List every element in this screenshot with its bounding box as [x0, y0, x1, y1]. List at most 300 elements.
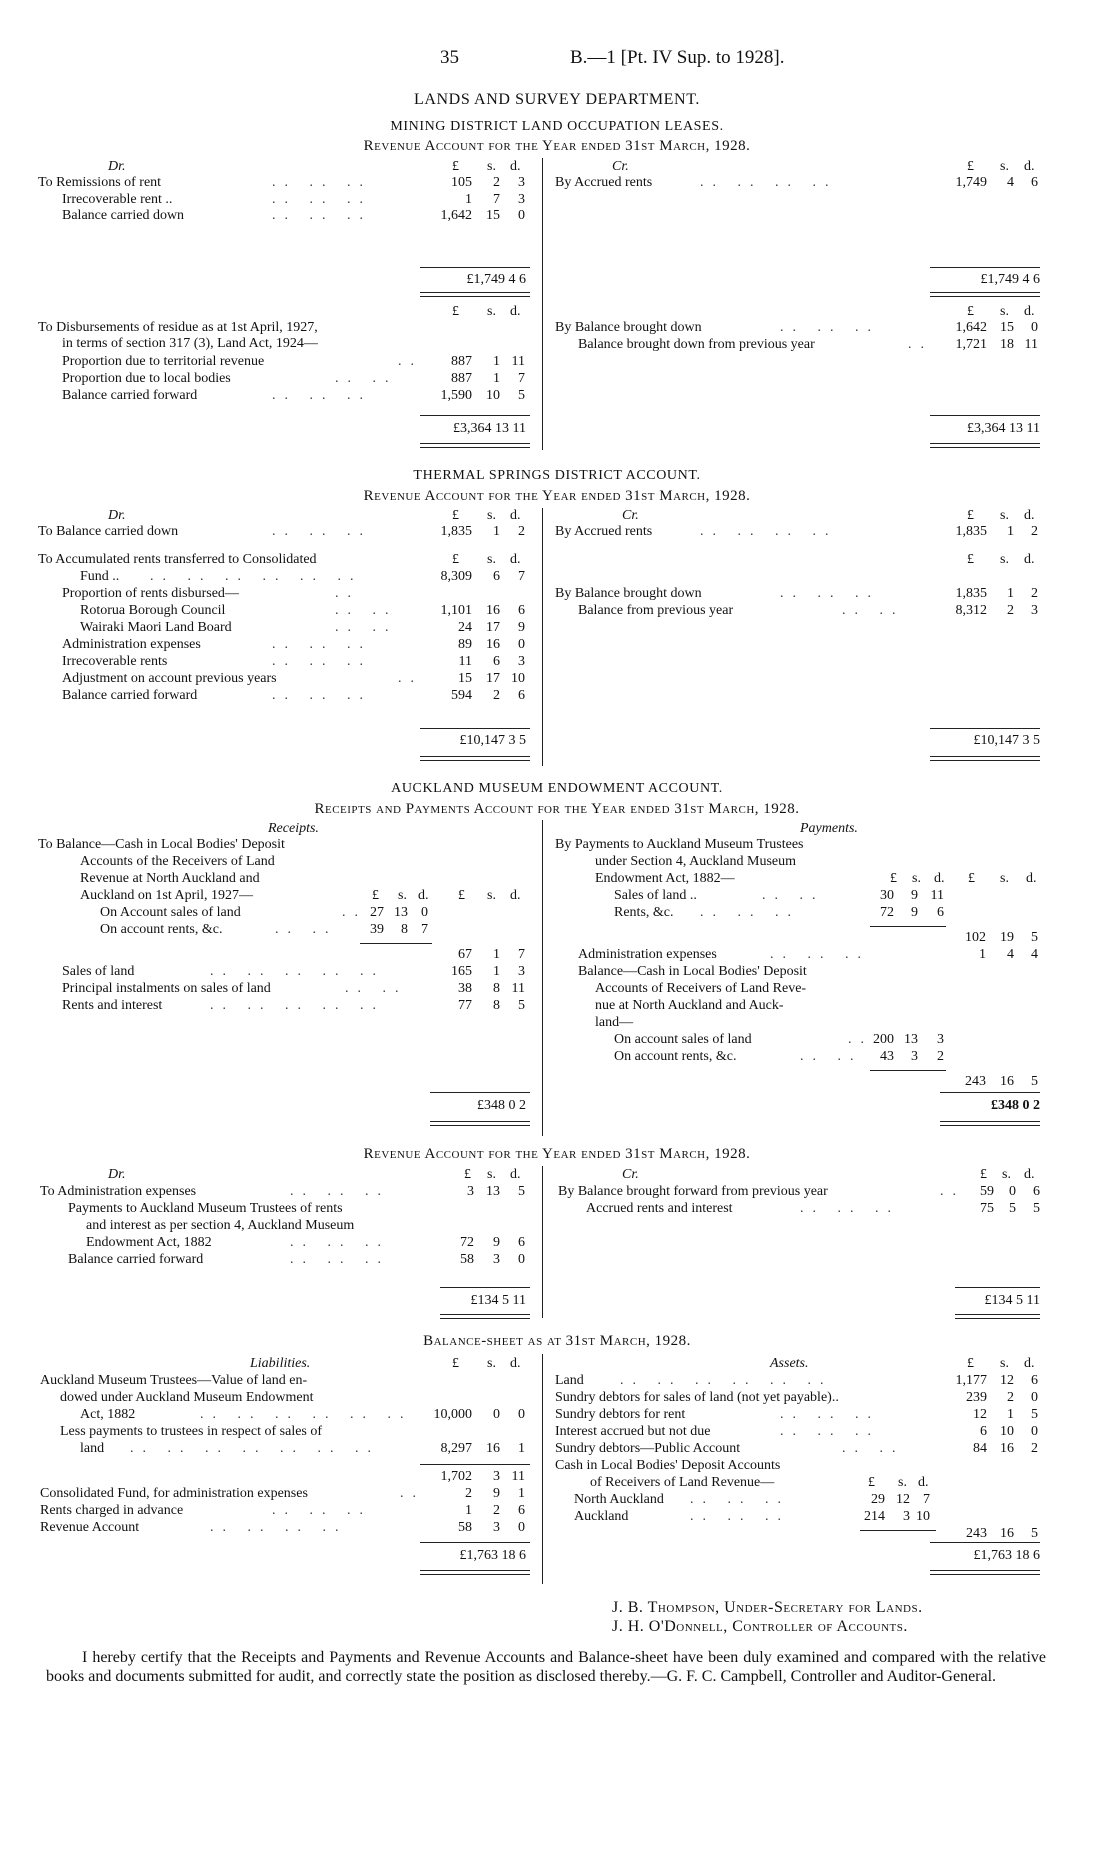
shillings-value: 15 [1000, 320, 1014, 335]
thermal-cr-col-d: d. [1024, 552, 1035, 567]
museum-rev-cr-label: Cr. [622, 1167, 639, 1182]
museum-revenue-subtitle: Revenue Account for the Year ended 31st March, 1928. [363, 1146, 751, 1162]
pence-value: 0 [1031, 320, 1038, 335]
museum-rev-cr-col-d: d. [1024, 1167, 1035, 1182]
shillings-value: 8 [401, 922, 408, 937]
pounds-value: 39 [370, 922, 384, 937]
subtotal-rule [930, 415, 1040, 416]
pounds-value: 243 [965, 1074, 986, 1089]
department-title: LANDS AND SURVEY DEPARTMENT. [414, 91, 700, 108]
pounds-value: 58 [460, 1252, 474, 1267]
thermal-dr-col-d: d. [510, 508, 521, 523]
payments-text: nue at North Auckland and Auck- [595, 998, 784, 1013]
signature-controller: J. H. O'Donnell, Controller of Accounts. [612, 1618, 908, 1635]
leader-dots: .. [848, 1032, 873, 1047]
pence-value: 7 [518, 569, 525, 584]
asset-text: Cash in Local Bodies' Deposit Accounts [555, 1458, 781, 1473]
shillings-value: 3 [493, 1469, 500, 1484]
pounds-value: 1 [465, 1503, 472, 1518]
leader-dots: .. .. .. .. [700, 524, 838, 539]
mining-cr-col-d: d. [1024, 159, 1035, 174]
shillings-value: 2 [1007, 603, 1014, 618]
leader-dots: .. .. .. [272, 654, 372, 669]
payments-col-l: £ [890, 871, 897, 886]
subtotal-rule [870, 926, 946, 927]
thermal-row-label: To Accumulated rents transferred to Consolidated [38, 552, 317, 567]
receipts-col-l2: £ [458, 888, 465, 903]
liabilities-total: £1,763 18 6 [459, 1548, 526, 1563]
thermal-cr-label: Cr. [622, 508, 639, 523]
pence-value: 3 [518, 654, 525, 669]
payments-total: £348 0 2 [991, 1098, 1040, 1113]
pence-value: 11 [511, 1469, 525, 1484]
payments-col-s2: s. [1000, 871, 1009, 886]
total-double-rule [430, 1121, 530, 1126]
pence-value: 0 [518, 208, 525, 223]
shillings-value: 4 [1007, 175, 1014, 190]
total-double-rule [930, 443, 1040, 448]
shillings-value: 1 [493, 964, 500, 979]
mining-cr-col-l: £ [967, 304, 974, 319]
shillings-value: 9 [493, 1235, 500, 1250]
liability-text: Less payments to trustees in respect of sales of [60, 1424, 323, 1439]
assets-heading: Assets. [770, 1356, 809, 1371]
shillings-value: 0 [1009, 1184, 1016, 1199]
pounds-value: 8,312 [955, 603, 987, 618]
liability-row-label: Rents charged in advance [40, 1503, 184, 1518]
pounds-value: 1 [979, 947, 986, 962]
shillings-value: 2 [493, 1503, 500, 1518]
pounds-value: 24 [458, 620, 472, 635]
pence-value: 11 [511, 354, 525, 369]
payments-col-d2: d. [1026, 871, 1037, 886]
liability-row-label: Act, 1882 [80, 1407, 136, 1422]
subtotal-rule [360, 943, 432, 944]
receipts-text: Accounts of the Receivers of Land [80, 854, 275, 869]
museum-rev-dr-col-s: s. [487, 1167, 496, 1182]
mining-row-label: Balance carried down [62, 208, 185, 223]
leader-dots: .. .. .. [780, 1424, 880, 1439]
shillings-value: 6 [493, 654, 500, 669]
thermal-cr-col-d: d. [1024, 508, 1035, 523]
receipts-row-label: On Account sales of land [100, 905, 241, 920]
receipts-row-label: On account rents, &c. [100, 922, 223, 937]
leader-dots: .. .. .. [800, 1201, 900, 1216]
receipts-total: £348 0 2 [477, 1098, 526, 1113]
liabilities-heading: Liabilities. [250, 1356, 311, 1371]
leader-dots: .. .. .. [272, 1503, 372, 1518]
liabilities-col-l: £ [452, 1356, 459, 1371]
shillings-value: 7 [493, 192, 500, 207]
leader-dots: .. .. .. [290, 1184, 390, 1199]
leader-dots: .. .. .. [290, 1252, 390, 1267]
receipts-row-label: Principal instalments on sales of land [62, 981, 271, 996]
leader-dots: .. .. .. [272, 637, 372, 652]
pence-value: 3 [1031, 603, 1038, 618]
pounds-value: 243 [966, 1526, 987, 1541]
museum-rev-row-label: Endowment Act, 1882 [86, 1235, 212, 1250]
museum-rev-cr-row-label: Accrued rents and interest [586, 1201, 733, 1216]
asset-row-label: North Auckland [574, 1492, 664, 1507]
thermal-title: THERMAL SPRINGS DISTRICT ACCOUNT. [413, 468, 701, 483]
receipts-col-s: s. [398, 888, 407, 903]
audit-certificate: I hereby certify that the Receipts and Payments and Revenue Accounts and Balance-sheet have been duly examined and compared with the relative books and documents submitted for audit, and correctly state the position as disclosed thereby.—G. F. C. Campbell, Controller and Auditor-General. [46, 1649, 1046, 1685]
pence-value: 10 [511, 671, 525, 686]
thermal-row-label: Proportion of rents disbursed— [62, 586, 239, 601]
pounds-value: 214 [864, 1509, 885, 1524]
pounds-value: 10,000 [433, 1407, 472, 1422]
pounds-value: 1,101 [440, 603, 472, 618]
signature-under-secretary: J. B. Thompson, Under-Secretary for Lands. [612, 1599, 923, 1616]
mining-row-label: Proportion due to local bodies [62, 371, 231, 386]
mining-dr-col-s: s. [487, 304, 496, 319]
mining-cr-col-s: s. [1000, 304, 1009, 319]
pence-value: 6 [1031, 1373, 1038, 1388]
payments-text: Balance—Cash in Local Bodies' Deposit [578, 964, 807, 979]
payments-row-label: On account sales of land [614, 1032, 752, 1047]
receipts-col-s2: s. [487, 888, 496, 903]
leader-dots: .. .. [842, 1441, 905, 1456]
pounds-value: 59 [980, 1184, 994, 1199]
leader-dots: .. .. .. .. .. .. [200, 1407, 413, 1422]
shillings-value: 5 [1009, 1201, 1016, 1216]
pounds-value: 6 [980, 1424, 987, 1439]
leader-dots: .. .. .. [780, 320, 880, 335]
pounds-value: 15 [458, 671, 472, 686]
payments-text: Endowment Act, 1882— [595, 871, 735, 886]
liability-text: dowed under Auckland Museum Endowment [60, 1390, 314, 1405]
thermal-cr-total: £10,147 3 5 [973, 733, 1040, 748]
shillings-value: 10 [1000, 1424, 1014, 1439]
liabilities-col-d: d. [510, 1356, 521, 1371]
subtotal-rule [420, 1542, 530, 1543]
pence-value: 3 [518, 175, 525, 190]
mining-cr-row-label: By Accrued rents [555, 175, 653, 190]
pence-value: 3 [518, 192, 525, 207]
shillings-value: 9 [911, 905, 918, 920]
pence-value: 5 [518, 388, 525, 403]
thermal-dr-label: Dr. [108, 508, 126, 523]
pence-value: 7 [518, 371, 525, 386]
mining-row-label: Balance carried forward [62, 388, 198, 403]
museum-divider [542, 820, 543, 1136]
asset-row-label: Sundry debtors for sales of land (not yet payable).. [555, 1390, 839, 1405]
pounds-value: 58 [458, 1520, 472, 1535]
shillings-value: 16 [486, 603, 500, 618]
pence-value: 7 [518, 947, 525, 962]
pounds-value: 1,721 [955, 337, 987, 352]
thermal-dr-col-l: £ [452, 508, 459, 523]
shillings-value: 10 [486, 388, 500, 403]
asset-text: of Receivers of Land Revenue— [590, 1475, 775, 1490]
leader-dots: .. .. .. .. .. .. [620, 1373, 833, 1388]
pounds-value: 200 [873, 1032, 894, 1047]
shillings-value: 12 [1000, 1373, 1014, 1388]
thermal-dr-col-l: £ [452, 552, 459, 567]
shillings-value: 3 [493, 1520, 500, 1535]
asset-row-label: Auckland [574, 1509, 629, 1524]
leader-dots: .. .. .. .. .. .. .. [130, 1441, 380, 1456]
mining-cr-row-label: By Balance brought down [555, 320, 702, 335]
shillings-value: 2 [493, 175, 500, 190]
thermal-cr-row-label: Balance from previous year [578, 603, 734, 618]
thermal-cr-col-s: s. [1000, 552, 1009, 567]
pence-value: 0 [1031, 1424, 1038, 1439]
shillings-value: 3 [911, 1049, 918, 1064]
pence-value: 11 [1024, 337, 1038, 352]
liability-text: Auckland Museum Trustees—Value of land en- [40, 1373, 308, 1388]
payments-text: land— [595, 1015, 634, 1030]
museum-rev-cr-col-l: £ [980, 1167, 987, 1182]
pence-value: 6 [1033, 1184, 1040, 1199]
mining-dr-col-s: s. [487, 159, 496, 174]
asset-row-label: Land [555, 1373, 584, 1388]
leader-dots: .. [908, 337, 933, 352]
shillings-value: 0 [493, 1407, 500, 1422]
pounds-value: 1 [465, 192, 472, 207]
pounds-value: 1,642 [955, 320, 987, 335]
thermal-row-label: To Balance carried down [38, 524, 179, 539]
document-reference: B.—1 [Pt. IV Sup. to 1928]. [570, 47, 785, 68]
thermal-subtitle: Revenue Account for the Year ended 31st March, 1928. [363, 488, 751, 504]
total-double-rule [420, 443, 530, 448]
receipts-col-d: d. [418, 888, 429, 903]
mining-row-label: To Remissions of rent [38, 175, 162, 190]
thermal-dr-col-s: s. [487, 552, 496, 567]
museum-rev-row-label: Balance carried forward [68, 1252, 204, 1267]
pence-value: 7 [923, 1492, 930, 1507]
pence-value: 10 [916, 1509, 930, 1524]
thermal-cr-col-s: s. [1000, 508, 1009, 523]
total-double-rule [440, 1314, 530, 1319]
pounds-value: 1,749 [955, 175, 987, 190]
total-double-rule [420, 1570, 530, 1575]
leader-dots: .. .. .. [690, 1492, 790, 1507]
pounds-value: 43 [880, 1049, 894, 1064]
pounds-value: 38 [458, 981, 472, 996]
thermal-row-label: Irrecoverable rents [62, 654, 168, 669]
shillings-value: 2 [493, 688, 500, 703]
subtotal-rule [940, 1092, 1040, 1093]
subtotal-rule [420, 415, 530, 416]
shillings-value: 3 [493, 1252, 500, 1267]
pounds-value: 8,297 [440, 1441, 472, 1456]
balance-sheet-title: Balance-sheet as at 31st March, 1928. [423, 1333, 691, 1349]
shillings-value: 15 [486, 208, 500, 223]
pence-value: 5 [1033, 1201, 1040, 1216]
pounds-value: 102 [965, 930, 986, 945]
payments-row-label: Rents, &c. [614, 905, 674, 920]
museum-rev-cr-col-s: s. [1002, 1167, 1011, 1182]
pounds-value: 72 [880, 905, 894, 920]
pounds-value: 2 [465, 1486, 472, 1501]
leader-dots: .. [940, 1184, 965, 1199]
museum-revenue-divider [542, 1166, 543, 1318]
museum-title: AUCKLAND MUSEUM ENDOWMENT ACCOUNT. [391, 781, 723, 796]
liabilities-col-s: s. [487, 1356, 496, 1371]
leader-dots: .. .. .. [272, 524, 372, 539]
pence-value: 3 [518, 964, 525, 979]
leader-dots: .. .. .. [700, 905, 800, 920]
total-double-rule [930, 1570, 1040, 1575]
total-double-rule [930, 756, 1040, 761]
shillings-value: 13 [486, 1184, 500, 1199]
thermal-row-label: Rotorua Borough Council [80, 603, 226, 618]
museum-rev-dr-col-d: d. [510, 1167, 521, 1182]
pence-value: 6 [937, 905, 944, 920]
shillings-value: 1 [1007, 586, 1014, 601]
assets-sub-col-l: £ [868, 1475, 875, 1490]
payments-row-label: Administration expenses [578, 947, 717, 962]
pence-value: 2 [1031, 1441, 1038, 1456]
mining-dr-col-d: d. [510, 304, 521, 319]
pence-value: 5 [1031, 1526, 1038, 1541]
payments-text: under Section 4, Auckland Museum [595, 854, 797, 869]
shillings-value: 1 [493, 947, 500, 962]
leader-dots: .. .. .. [780, 1407, 880, 1422]
pounds-value: 89 [458, 637, 472, 652]
leader-dots: .. .. .. [690, 1509, 790, 1524]
pounds-value: 75 [980, 1201, 994, 1216]
leader-dots: .. .. .. .. [700, 175, 838, 190]
pence-value: 6 [518, 1503, 525, 1518]
pounds-value: 67 [458, 947, 472, 962]
mining-row-label: Proportion due to territorial revenue [62, 354, 265, 369]
assets-sub-col-d: d. [918, 1475, 929, 1490]
assets-sub-col-s: s. [898, 1475, 907, 1490]
shillings-value: 8 [493, 981, 500, 996]
pounds-value: 3 [467, 1184, 474, 1199]
pence-value: 5 [518, 998, 525, 1013]
thermal-row-label: Wairaki Maori Land Board [80, 620, 232, 635]
leader-dots: .. .. .. [272, 175, 372, 190]
leader-dots: .. [398, 671, 423, 686]
subtotal-rule [860, 1530, 936, 1531]
pence-value: 0 [518, 1252, 525, 1267]
leader-dots: .. .. [335, 620, 398, 635]
shillings-value: 16 [1000, 1441, 1014, 1456]
museum-rev-cr-total: £134 5 11 [984, 1293, 1040, 1308]
pounds-value: 887 [451, 371, 472, 386]
pence-value: 0 [518, 1407, 525, 1422]
balance-divider [542, 1354, 543, 1584]
pounds-value: 165 [451, 964, 472, 979]
pence-value: 6 [518, 603, 525, 618]
pence-value: 6 [1031, 175, 1038, 190]
assets-col-l: £ [967, 1356, 974, 1371]
shillings-value: 12 [896, 1492, 910, 1507]
museum-rev-row-label: To Administration expenses [40, 1184, 197, 1199]
pence-value: 1 [518, 1441, 525, 1456]
shillings-value: 16 [486, 637, 500, 652]
subtotal-rule [440, 1287, 530, 1288]
pounds-value: 84 [973, 1441, 987, 1456]
mining-cr-total: £1,749 4 6 [980, 272, 1040, 287]
shillings-value: 9 [911, 888, 918, 903]
leader-dots: .. .. .. .. .. [210, 964, 385, 979]
pounds-value: 1,177 [955, 1373, 987, 1388]
mining-dr-col-l: £ [452, 159, 459, 174]
shillings-value: 4 [1007, 947, 1014, 962]
pence-value: 2 [937, 1049, 944, 1064]
pounds-value: 12 [973, 1407, 987, 1422]
total-double-rule [930, 292, 1040, 297]
pounds-value: 29 [871, 1492, 885, 1507]
museum-rev-dr-total: £134 5 11 [470, 1293, 526, 1308]
thermal-cr-col-l: £ [967, 552, 974, 567]
museum-rev-row-label: Payments to Auckland Museum Trustees of rents [68, 1201, 343, 1216]
subtotal-rule [930, 267, 1040, 268]
pounds-value: 1,702 [440, 1469, 472, 1484]
assets-total: £1,763 18 6 [973, 1548, 1040, 1563]
leader-dots: .. [335, 586, 360, 601]
pence-value: 0 [1031, 1390, 1038, 1405]
shillings-value: 1 [493, 524, 500, 539]
museum-payments-heading: Payments. [800, 821, 858, 836]
leader-dots: .. .. .. [272, 192, 372, 207]
thermal-row-label: Adjustment on account previous years [62, 671, 277, 686]
mining-title: MINING DISTRICT LAND OCCUPATION LEASES. [390, 119, 724, 134]
pence-value: 11 [930, 888, 944, 903]
pence-value: 0 [518, 637, 525, 652]
mining-cr-label: Cr. [612, 159, 629, 174]
mining-row-label: To Disbursements of residue as at 1st April, 1927, [38, 320, 318, 335]
leader-dots: .. .. [335, 603, 398, 618]
shillings-value: 16 [1000, 1074, 1014, 1089]
shillings-value: 1 [1007, 524, 1014, 539]
pence-value: 11 [511, 981, 525, 996]
museum-receipts-heading: Receipts. [268, 821, 319, 836]
pence-value: 0 [518, 1520, 525, 1535]
pence-value: 9 [518, 620, 525, 635]
mining-subtitle: Revenue Account for the Year ended 31st March, 1928. [363, 138, 751, 154]
total-double-rule [420, 756, 530, 761]
mining-dr-col-l: £ [452, 304, 459, 319]
mining-row-label: in terms of section 317 (3), Land Act, 1924— [62, 336, 318, 351]
subtotal-rule [420, 728, 530, 729]
leader-dots: .. [342, 905, 367, 920]
mining-cr-col-l: £ [967, 159, 974, 174]
liability-row-label: Consolidated Fund, for administration expenses [40, 1486, 308, 1501]
total-double-rule [940, 1121, 1040, 1126]
shillings-value: 13 [904, 1032, 918, 1047]
pence-value: 7 [421, 922, 428, 937]
museum-rev-dr-col-l: £ [464, 1167, 471, 1182]
pounds-value: 30 [880, 888, 894, 903]
mining-dr-total: £1,749 4 6 [466, 272, 526, 287]
mining-dr-total-2: £3,364 13 11 [453, 421, 526, 436]
leader-dots: .. .. .. .. .. .. [150, 569, 363, 584]
mining-divider [542, 158, 543, 450]
pounds-value: 72 [460, 1235, 474, 1250]
subtotal-rule [420, 1464, 530, 1465]
shillings-value: 18 [1000, 337, 1014, 352]
shillings-value: 19 [1000, 930, 1014, 945]
receipts-row-label: Sales of land [62, 964, 135, 979]
receipts-col-d2: d. [510, 888, 521, 903]
museum-subtitle: Receipts and Payments Account for the Year ended 31st March, 1928. [314, 801, 800, 817]
asset-row-label: Interest accrued but not due [555, 1424, 711, 1439]
subtotal-rule [930, 728, 1040, 729]
leader-dots: .. .. [762, 888, 825, 903]
shillings-value: 16 [486, 1441, 500, 1456]
assets-col-s: s. [1000, 1356, 1009, 1371]
leader-dots: .. .. .. [272, 208, 372, 223]
pounds-value: 27 [370, 905, 384, 920]
leader-dots: .. [400, 1486, 425, 1501]
pounds-value: 8,309 [440, 569, 472, 584]
pence-value: 5 [1031, 1407, 1038, 1422]
